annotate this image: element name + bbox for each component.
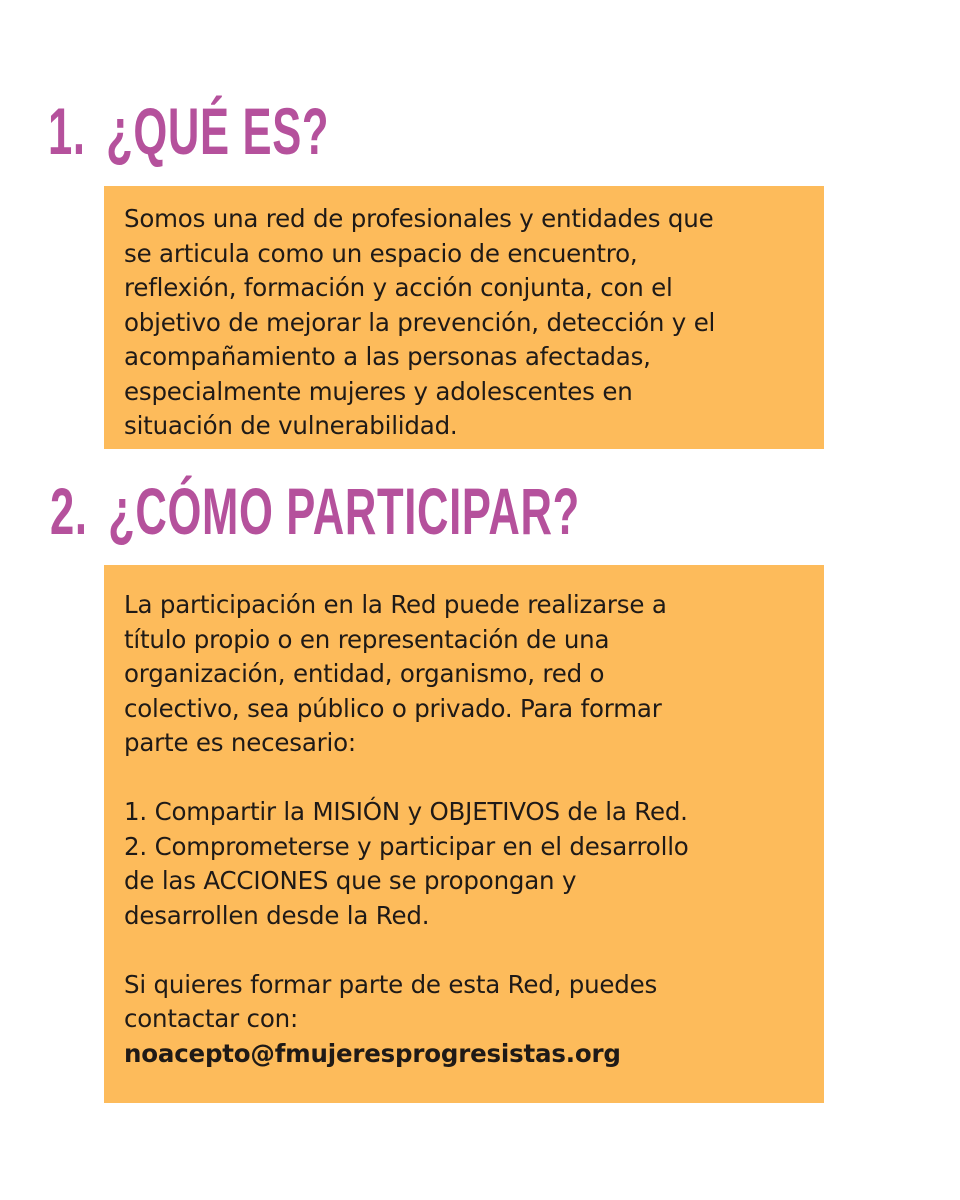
section-number: 1. <box>48 94 86 168</box>
section-heading-que-es <box>48 94 330 168</box>
requirements-list: 1. Compartir la MISIÓN y OBJETIVOS de la Red. 2. Comprometerse y participar en el desarrollo de las ACCIONES que se propongan y desarrollen desde la Red. <box>124 797 689 930</box>
participation-intro-text: La participación en la Red puede realizarse a título propio o en representación de una organización, entidad, organismo, red o colectivo, sea público o privado. Para formar parte es necesario: <box>124 590 667 757</box>
section-title: ¿CÓMO PARTICIPAR? <box>108 474 580 548</box>
section-title: ¿QUÉ ES? <box>106 94 330 168</box>
contact-email-link[interactable]: noacepto@fmujeresprogresistas.org <box>124 1038 621 1068</box>
info-box-como-participar <box>104 565 824 1103</box>
section-heading-como-participar <box>50 474 580 548</box>
info-box-que-es <box>104 186 824 449</box>
paragraph-spacer <box>124 761 812 796</box>
description-text: Somos una red de profesionales y entidades que se articula como un espacio de encuentro, reflexión, formación y acción conjunta, con el objetivo de mejorar la prevención, detección y el acompañamiento a las personas afectadas, especialmente mujeres y adolescentes en situación de vulnerabilidad. <box>124 204 716 440</box>
paragraph-spacer <box>124 933 812 968</box>
contact-text: Si quieres formar parte de esta Red, puedes contactar con: <box>124 969 658 1033</box>
section-number: 2. <box>50 474 88 548</box>
